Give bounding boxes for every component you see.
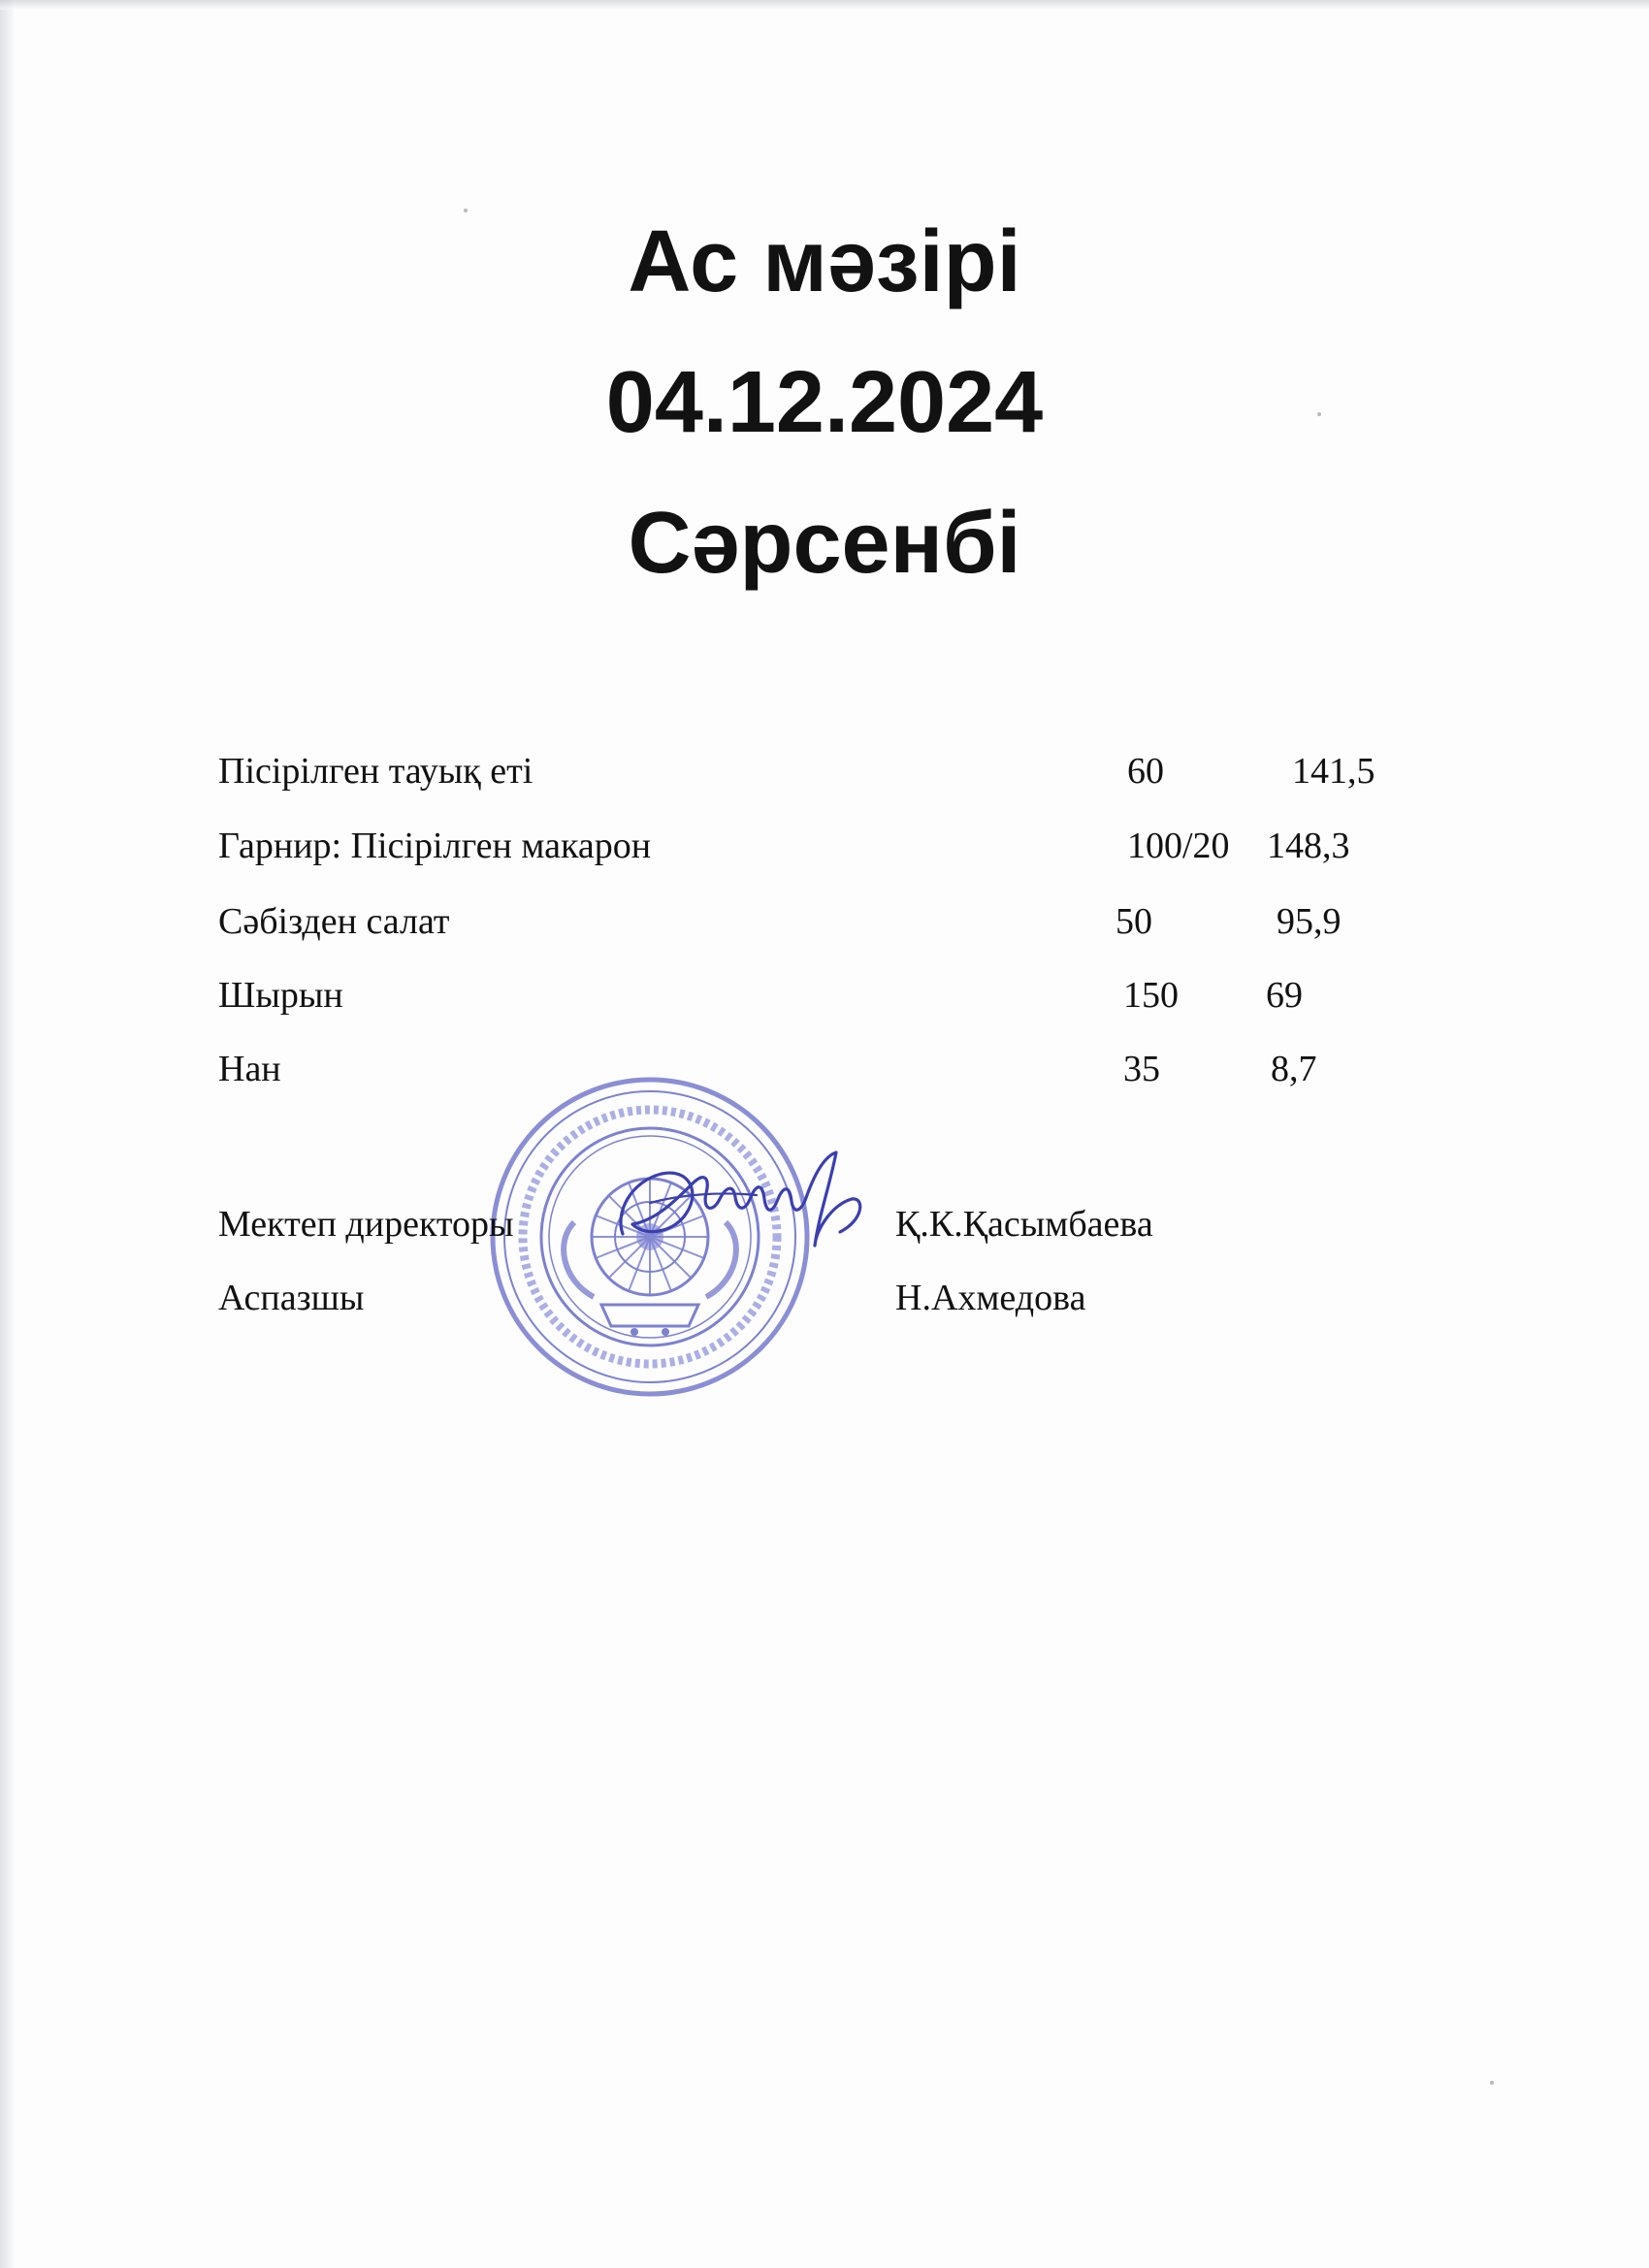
menu-calories: 141,5 xyxy=(1292,751,1375,792)
menu-dish: Шырын xyxy=(218,975,343,1016)
menu-row xyxy=(218,747,1431,795)
signature-name: Н.Ахмедова xyxy=(895,1278,1086,1318)
signature-row-cook xyxy=(218,1274,1431,1322)
scan-edge-shadow xyxy=(0,0,14,2268)
signature-role: Аспазшы xyxy=(218,1278,365,1318)
menu-dish: Нан xyxy=(218,1049,281,1089)
menu-weight: 50 xyxy=(1116,901,1152,942)
menu-dish: Сәбізден салат xyxy=(218,901,450,942)
menu-title: Ас мәзірі xyxy=(628,213,1021,310)
menu-dish: Гарнир: Пісірілген макарон xyxy=(218,826,652,866)
signature-name: Қ.К.Қасымбаева xyxy=(895,1204,1153,1245)
menu-dish: Пісірілген тауық еті xyxy=(218,751,534,792)
menu-row xyxy=(218,897,1431,946)
menu-calories: 148,3 xyxy=(1267,826,1350,866)
menu-weight: 35 xyxy=(1123,1049,1160,1089)
scan-speck xyxy=(1317,412,1321,416)
signature-role: Мектеп директоры xyxy=(218,1204,514,1245)
scan-top-shadow xyxy=(0,0,1649,10)
menu-weight: 60 xyxy=(1127,751,1164,792)
menu-row xyxy=(218,1045,1431,1093)
menu-row xyxy=(218,971,1431,1020)
menu-calories: 69 xyxy=(1266,975,1303,1016)
menu-weight: 150 xyxy=(1123,975,1179,1016)
scan-speck xyxy=(1490,2081,1494,2085)
menu-date: 04.12.2024 xyxy=(605,354,1044,451)
scan-speck xyxy=(464,209,468,212)
menu-weekday: Сәрсенбі xyxy=(628,495,1021,592)
menu-calories: 8,7 xyxy=(1271,1049,1317,1089)
menu-row xyxy=(218,822,1431,870)
signature-row-director xyxy=(218,1200,1431,1248)
menu-weight: 100/20 xyxy=(1127,826,1230,866)
menu-calories: 95,9 xyxy=(1277,901,1342,942)
